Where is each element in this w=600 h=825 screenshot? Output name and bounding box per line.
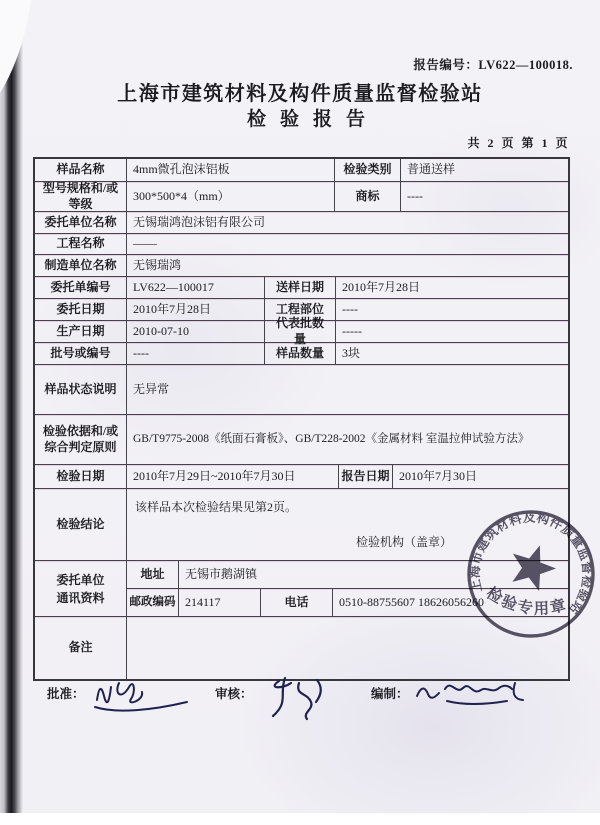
table-row bbox=[35, 315, 568, 346]
field-label-address: 地址 bbox=[127, 561, 179, 588]
field-label-manufacturer: 制造单位名称 bbox=[35, 255, 127, 276]
table-row bbox=[35, 182, 568, 212]
table-row bbox=[35, 343, 568, 365]
prepare-group bbox=[371, 674, 545, 718]
field-label-zip: 邮政编码 bbox=[127, 589, 179, 616]
table-row bbox=[35, 415, 568, 465]
conclusion-text: 该样品本次检验结果见第2页。 bbox=[135, 500, 298, 514]
field-label-sample-state: 样品状态说明 bbox=[35, 365, 127, 414]
field-value-zip: 214117 bbox=[179, 589, 261, 616]
table-row bbox=[35, 212, 568, 234]
report-number-value: LV622—100018. bbox=[478, 58, 573, 72]
approve-signature bbox=[87, 674, 205, 720]
field-value-manufacturer: 无锡瑞鸿 bbox=[133, 257, 182, 272]
field-label-commission-date: 委托日期 bbox=[35, 299, 127, 320]
field-value-basis: GB/T9775-2008《纸面石膏板》、GB/T228-2002《金属材料 室温拉伸试验方法》 bbox=[133, 433, 530, 446]
page-count: 共 2 页 第 1 页 bbox=[467, 136, 570, 150]
agency-seal-note: 检验机构（盖章） bbox=[355, 535, 452, 550]
field-label-phone: 电话 bbox=[261, 589, 333, 616]
table-row bbox=[35, 465, 568, 489]
review-signature bbox=[255, 674, 351, 726]
review-label: 审核： bbox=[215, 687, 253, 701]
field-label-inspect-date: 检验日期 bbox=[35, 465, 127, 488]
field-label-basis: 检验依据和/或综合判定原则 bbox=[35, 415, 127, 464]
field-label-production-date: 生产日期 bbox=[35, 321, 127, 342]
field-label-order-no: 委托单编号 bbox=[35, 277, 127, 298]
field-label-sample-qty: 样品数量 bbox=[265, 343, 336, 364]
field-label-batch-qty: 代表批数量 bbox=[265, 321, 336, 342]
field-value-project-name: —— bbox=[133, 236, 157, 251]
field-value-inspect-category: 普通送样 bbox=[407, 162, 456, 177]
signature-area bbox=[33, 674, 578, 744]
table-row bbox=[35, 277, 568, 299]
field-label-trademark: 商标 bbox=[335, 182, 401, 211]
star-icon bbox=[504, 538, 561, 594]
field-value-sample-state: 无异常 bbox=[133, 381, 170, 396]
field-label-batch-no: 批号或编号 bbox=[35, 343, 127, 364]
field-value-batch-no: ---- bbox=[127, 343, 265, 364]
field-label-contact: 委托单位通讯资料 bbox=[35, 561, 127, 616]
field-value-report-date: 2010年7月30日 bbox=[399, 468, 478, 483]
field-label-client-name: 委托单位名称 bbox=[35, 212, 127, 233]
svg-text:检验专用章 bbox=[481, 581, 572, 624]
field-value-batch-qty: ----- bbox=[342, 323, 362, 338]
approve-group bbox=[47, 674, 205, 720]
table-row bbox=[35, 365, 568, 415]
field-label-conclusion: 检验结论 bbox=[35, 489, 127, 560]
field-label-project-part: 工程部位 bbox=[265, 299, 336, 320]
field-value-commission-date: 2010年7月28日 bbox=[127, 299, 265, 320]
field-value-address: 无锡市鹅湖镇 bbox=[185, 566, 258, 581]
table-row bbox=[35, 159, 568, 182]
field-label-model-spec: 型号规格和/或等级 bbox=[35, 182, 127, 211]
field-value-order-no: LV622—100017 bbox=[127, 277, 265, 298]
field-value-production-date: 2010-07-10 bbox=[127, 321, 265, 342]
field-value-sample-name: 4mm微孔泡沫铝板 bbox=[127, 159, 335, 181]
scan-bottom-edge bbox=[0, 813, 600, 825]
report-number-label: 报告编号： bbox=[413, 58, 479, 72]
stamp-seal-text: 检验专用章 bbox=[483, 584, 570, 618]
prepare-signature bbox=[411, 674, 545, 718]
page-title: 上海市建筑材料及构件质量监督检验站 bbox=[117, 83, 483, 105]
field-value-client-name: 无锡瑞鸿泡沫铝有限公司 bbox=[133, 214, 266, 229]
field-label-remark: 备注 bbox=[35, 617, 127, 679]
approve-label: 批准： bbox=[47, 687, 85, 701]
field-value-project-part: ---- bbox=[342, 301, 358, 316]
field-label-sample-name: 样品名称 bbox=[35, 159, 127, 181]
table-row bbox=[35, 255, 568, 277]
field-value-sample-date: 2010年7月28日 bbox=[342, 279, 421, 294]
field-label-sample-date: 送样日期 bbox=[265, 277, 336, 298]
field-value-trademark: ---- bbox=[407, 188, 423, 203]
field-value-model-spec: 300*500*4（mm） bbox=[127, 182, 335, 211]
page-subtitle: 检验报告 bbox=[246, 109, 379, 130]
review-group bbox=[215, 674, 351, 726]
field-value-inspect-date: 2010年7月29日~2010年7月30日 bbox=[127, 465, 339, 488]
field-value-sample-qty: 3块 bbox=[342, 345, 361, 360]
field-label-inspect-category: 检验类别 bbox=[335, 159, 401, 181]
prepare-label: 编制： bbox=[371, 687, 409, 701]
table-row bbox=[35, 234, 568, 255]
stamp-ring-text: 上海市建筑材料及构件质量监督检验站 bbox=[467, 510, 595, 617]
field-value-phone: 0510-88755607 18626056260 bbox=[339, 594, 484, 609]
report-number bbox=[413, 55, 573, 73]
inspection-seal-stamp bbox=[457, 499, 600, 649]
field-label-report-date: 报告日期 bbox=[339, 465, 393, 488]
field-label-project-name: 工程名称 bbox=[35, 234, 127, 254]
